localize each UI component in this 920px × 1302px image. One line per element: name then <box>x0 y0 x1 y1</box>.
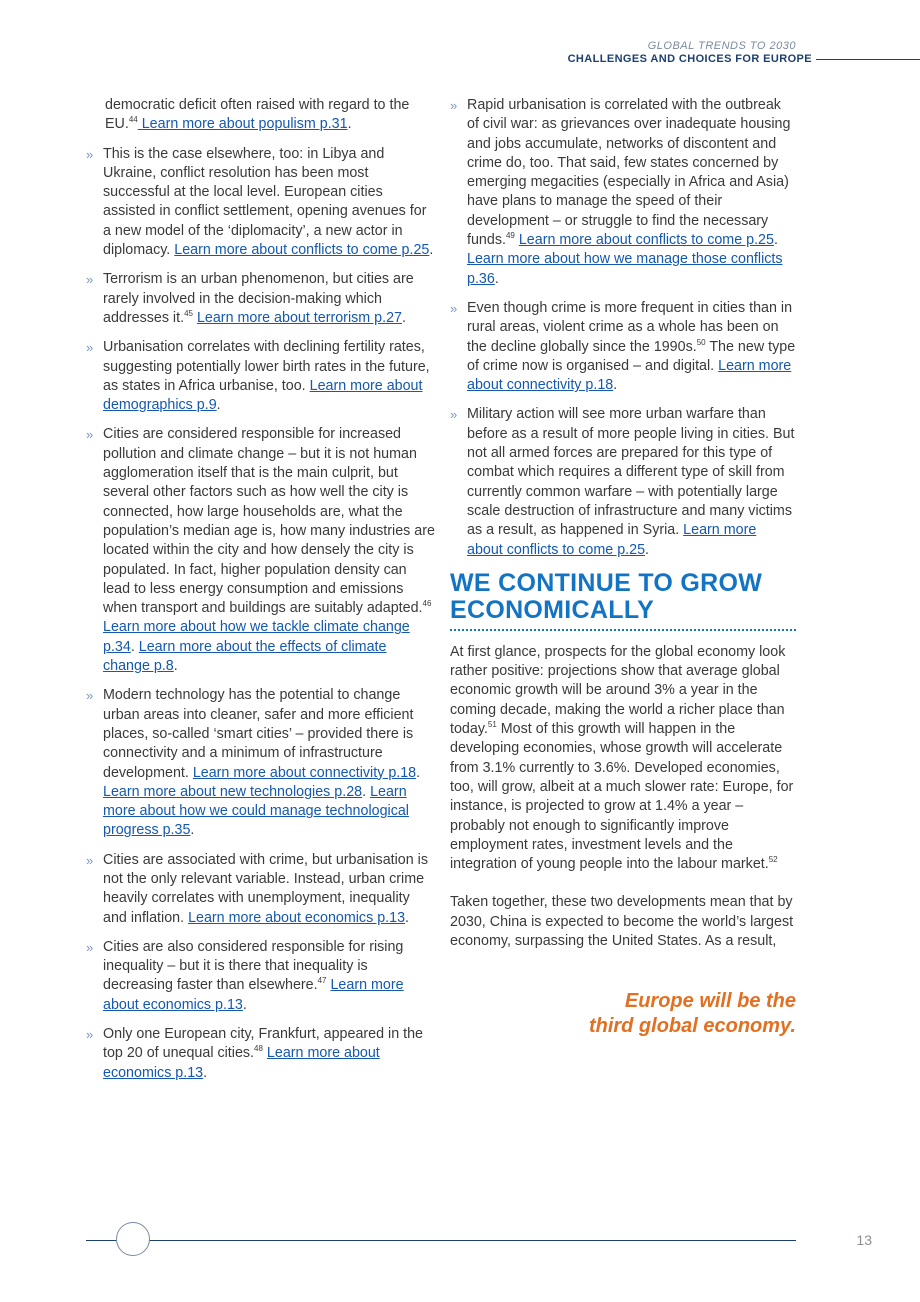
link-connectivity[interactable]: Learn more about connectivity p.18 <box>192 764 417 781</box>
link-demographics[interactable]: Learn more about demographics p.9 <box>103 377 423 414</box>
footnote-ref: 50 <box>696 337 706 347</box>
footnote-ref: 51 <box>487 720 497 730</box>
link-economics[interactable]: Learn more about economics p.13 <box>188 909 406 926</box>
section-title: WE CONTINUE TO GROW ECONOMICALLY <box>450 568 763 624</box>
link-populism[interactable]: Learn more about populism p.31 <box>137 116 348 133</box>
link-conflicts[interactable]: Learn more about conflicts to come p.25 <box>467 522 757 558</box>
footnote-ref: 46 <box>422 599 432 609</box>
right-column <box>450 96 796 1039</box>
link-economics[interactable]: Learn more about economics p.13 <box>103 977 404 1013</box>
footer-circle-ornament <box>116 1222 150 1256</box>
bullet-text: Cities are also considered responsible for rising inequality – but it is there that inequality is decreasing faster than elsewhere. <box>103 938 404 994</box>
section-divider <box>450 629 796 631</box>
bullet-text: Rapid urbanisation is correlated with the outbreak of civil war: as grievances over inadequate housing and jobs accumulate, networks of discontent and crime do, too. That said, few states concerned by emerging megacities (especially in Africa and Asia) have plans to manage the speed of their development – or struggle to find the necessary funds. <box>467 97 791 249</box>
list-item: » This is the case elsewhere, too: in Libya and Ukraine, conflict resolution has been most successful at the local level. European cities assisted in conflict settlement, opening avenues for a new model of the ‘diplomacity’, a new actor in diplomacy. Learn more about conflicts to come p.25. <box>86 145 436 261</box>
link-conflicts[interactable]: Learn more about conflicts to come p.25 <box>174 242 430 259</box>
bullet-text: Cities are considered responsible for increased pollution and climate change – but it is not human agglomeration itself that is the main culprit, but several other factors such as how well the city is connected, how large households are, what the population’s median age is, how many industries are located within the city and how densely the city is populated. In fact, higher population density can lead to less energy consumption and emissions when transport and buildings are suitably adapted. <box>103 426 435 617</box>
bullet-text: Terrorism is an urban phenomenon, but cities are rarely involved in the decision-making which addresses it. <box>103 271 414 326</box>
footnote-ref: 52 <box>768 855 778 865</box>
list-item: » Military action will see more urban warfare than before as a result of more people living in cities. But not all armed forces are prepared for this type of combat which requires a different type of skill from currently common warfare – with potentially large scale destruction of infrastructure and many victims as a result, as happened in Syria. Learn more about conflicts to come p.25. <box>450 405 796 559</box>
link-new-technologies[interactable]: Learn more about new technologies p.28 <box>103 783 363 800</box>
link-climate-change-tackle[interactable]: Learn more about how we tackle climate change p.34 <box>103 619 410 655</box>
header-series-title: GLOBAL TRENDS TO 2030 <box>647 40 796 52</box>
bullet-text: Only one European city, Frankfurt, appeared in the top 20 of unequal cities. <box>103 1026 424 1062</box>
bullet-text: Urbanisation correlates with declining fertility rates, suggesting potentially lower birth rates in the future, as states in Africa urbanise, too. <box>103 339 430 394</box>
footer-rule <box>86 1240 796 1241</box>
link-conflicts[interactable]: Learn more about conflicts to come p.25 <box>518 232 774 249</box>
footnote-ref: 44 <box>128 115 138 125</box>
list-item: » Cities are associated with crime, but urbanisation is not the only relevant variable. Instead, urban crime heavily correlates with unemployment, inequality and inflation. Learn more about economics p.13. <box>86 851 436 928</box>
footnote-ref: 48 <box>254 1044 263 1054</box>
page-number: 13 <box>856 1232 872 1248</box>
header-rule <box>816 59 920 60</box>
link-economics[interactable]: Learn more about economics p.13 <box>103 1045 380 1081</box>
list-item: » Only one European city, Frankfurt, appeared in the top 20 of unequal cities.$^{48}$ Learn more about economics p.13. <box>86 1025 436 1083</box>
pull-quote <box>450 989 796 1039</box>
link-terrorism[interactable]: Learn more about terrorism p.27 <box>196 309 402 326</box>
bullet-text: This is the case elsewhere, too: in Libya and Ukraine, conflict resolution has been most successful at the local level. European cities assisted in conflict settlement, opening avenues for a new model of the ‘diplomacity’, a new actor in diplomacy. <box>103 145 427 259</box>
pull-quote-line: Europe will be the <box>624 990 796 1013</box>
list-item: » Modern technology has the potential to change urban areas into cleaner, safer and more efficient places, so-called ‘smart cities’ – provided there is connectivity and a minimum of infrastructure development. Learn more about connectivity p.18. Learn more about new technologies p.28. Learn more about how we could manage technological progress p.35. <box>86 686 436 840</box>
list-item: » Urbanisation correlates with declining fertility rates, suggesting potentially lower birth rates in the future, as states in Africa urbanise, too. Learn more about demographics p.9. <box>86 338 436 415</box>
list-item: » Terrorism is an urban phenomenon, but cities are rarely involved in the decision-making which addresses it.$^{45}$ Learn more about terrorism p.27. <box>86 270 436 328</box>
bullet-text: The new type of crime now is organised – and digital. <box>467 338 796 374</box>
list-item: » Rapid urbanisation is correlated with the outbreak of civil war: as grievances over inadequate housing and jobs accumulate, networks of discontent and crime do, too. That said, few states concerned by emerging megacities (especially in Africa and Asia) have plans to manage the speed of their development – or struggle to find the necessary funds.$^{49}$ Learn more about conflicts to come p.25. Learn more about how we manage those conflicts p.36. <box>450 96 796 289</box>
link-climate-change-effects[interactable]: Learn more about the effects of climate change p.8 <box>103 638 387 675</box>
bullet-text: Cities are associated with crime, but urbanisation is not the only relevant variable. Instead, urban crime heavily correlates with unemployment, inequality and inflation. <box>103 851 429 926</box>
body-paragraph: At first glance, prospects for the global economy look rather positive: projections show that average global economic growth will be around 3% a year in the coming decade, making the world a richer place than today.$^{51}$ Most of this growth will happen in the developing economies, whose growth will accelerate from 3.1% currently to 3.6%. Developed economies, too, will grow, albeit at a much slower rate: Europe, for instance, is projected to grow at 1.4% a year – probably not enough to significantly improve employment rates, investment levels and the integration of young people into the labour market.$^{52}$ <box>450 643 794 873</box>
link-technological-progress[interactable]: Learn more about how we could manage technological progress p.35 <box>103 783 409 839</box>
link-connectivity[interactable]: Learn more about connectivity p.18 <box>467 357 792 394</box>
footnote-ref: 49 <box>505 231 515 241</box>
paragraph-text: democratic deficit often raised with regard to the EU. <box>105 97 410 133</box>
bullet-text: Even though crime is more frequent in cities than in rural areas, violent crime as a whole has been on the decline globally since the 1990s. <box>467 299 793 355</box>
footnote-ref: 45 <box>184 309 193 319</box>
running-header <box>480 38 920 74</box>
body-paragraph: Taken together, these two developments mean that by 2030, China is expected to become the world’s largest economy, surpassing the United States. As a result, <box>450 894 794 949</box>
pull-quote-line: third global economy. <box>588 1015 796 1038</box>
left-column <box>86 96 436 1093</box>
header-report-title: CHALLENGES AND CHOICES FOR EUROPE <box>567 53 812 65</box>
continued-paragraph: democratic deficit often raised with regard to the EU.$^{44}$ Learn more about populism p.31. <box>105 97 410 133</box>
list-item: » Cities are considered responsible for increased pollution and climate change – but it is not human agglomeration itself that is the main culprit, but several other factors such as how well the city is connected, how large households are, what the population’s median age is, how many industries are located within the city and how densely the city is populated. In fact, higher population density can lead to less energy consumption and emissions when transport and buildings are suitably adapted.$^{46}$ Learn more about how we tackle climate change p.34. Learn more about the effects of climate change p.8. <box>86 425 436 676</box>
bullet-text: Modern technology has the potential to change urban areas into cleaner, safer and more efficient places, so-called ‘smart cities’ – provided there is connectivity and a minimum of infrastructure development. <box>103 687 414 781</box>
bullet-text: Military action will see more urban warfare than before as a result of more people living in cities. But not all armed forces are prepared for this type of combat which requires a different type of skill from currently common warfare – with potentially large scale destruction of infrastructure and many victims as a result, as happened in Syria. <box>467 406 795 539</box>
list-item: » Cities are also considered responsible for rising inequality – but it is there that inequality is decreasing faster than elsewhere.$^{47}$ Learn more about economics p.13. <box>86 938 436 1015</box>
link-manage-conflicts[interactable]: Learn more about how we manage those conflicts p.36 <box>467 251 783 287</box>
list-item: » Even though crime is more frequent in cities than in rural areas, violent crime as a whole has been on the decline globally since the 1990s.$^{50}$ The new type of crime now is organised – and digital. Learn more about connectivity p.18. <box>450 299 796 395</box>
footnote-ref: 47 <box>317 976 327 986</box>
